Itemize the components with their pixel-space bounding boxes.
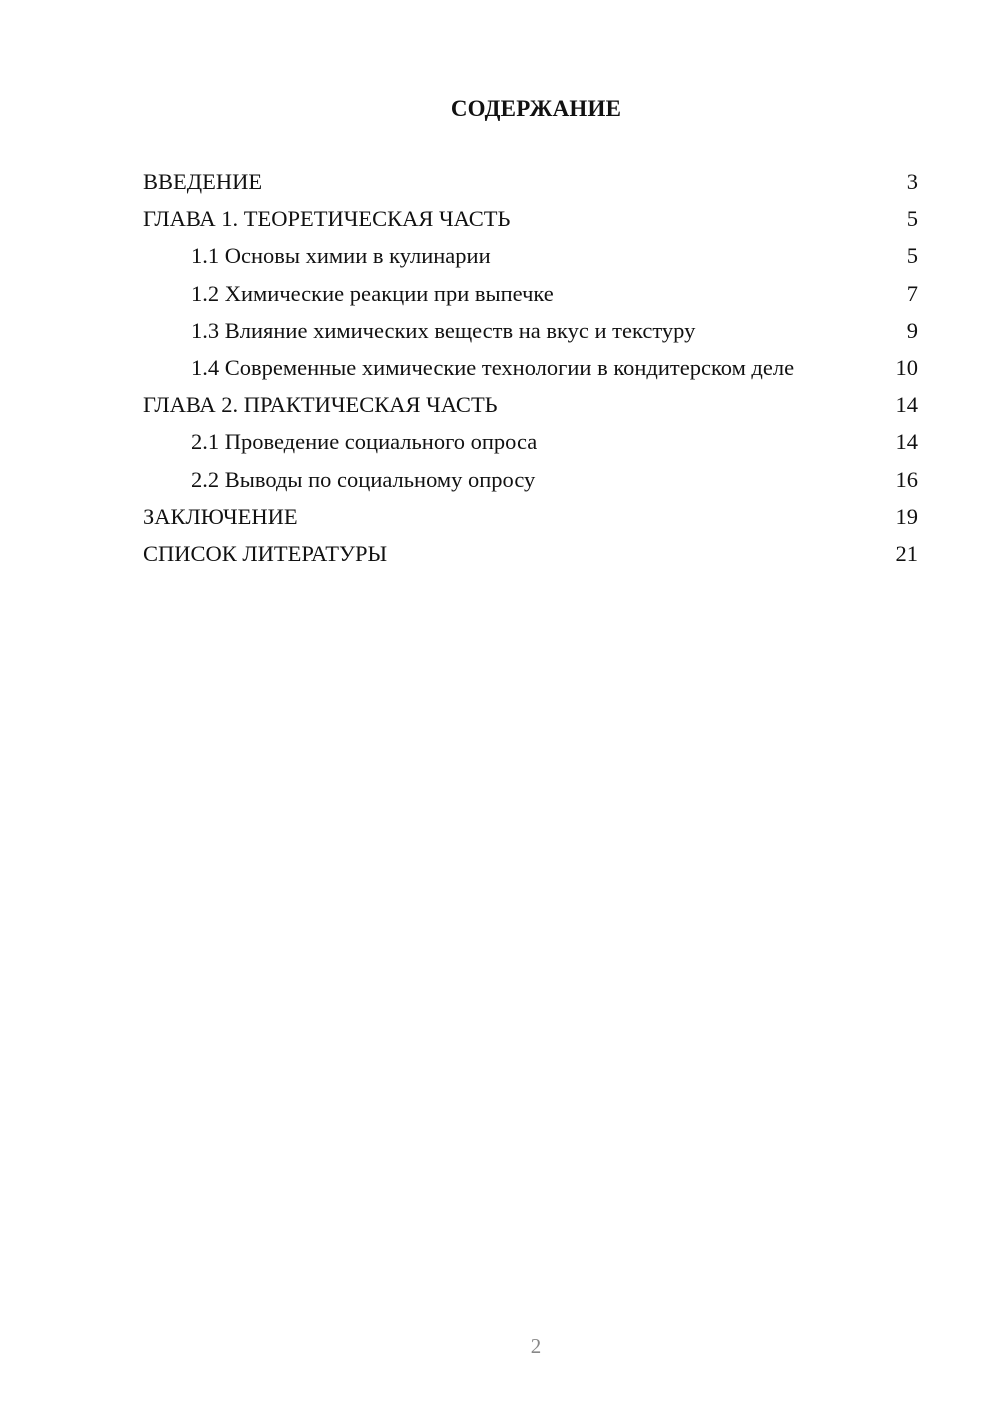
toc-entry-page: 5 bbox=[906, 206, 918, 232]
toc-entry-conclusion[interactable] bbox=[143, 503, 918, 531]
toc-entry-label: 2.2 Выводы по социальному опросу bbox=[191, 466, 536, 492]
toc-entry-page: 3 bbox=[906, 169, 918, 194]
toc-entry-page: 21 bbox=[895, 540, 918, 566]
toc-entry-section-1-2[interactable] bbox=[143, 280, 918, 308]
toc-entry-label: ГЛАВА 2. ПРАКТИЧЕСКАЯ ЧАСТЬ bbox=[143, 392, 498, 418]
toc-entry-label: 1.2 Химические реакции при выпечке bbox=[191, 280, 554, 306]
toc-entry-label: ВВЕДЕНИЕ bbox=[143, 169, 263, 194]
toc-entry-label: 2.1 Проведение социального опроса bbox=[191, 429, 538, 455]
toc-entry-bibliography[interactable] bbox=[143, 540, 918, 568]
toc-entry-chapter-2[interactable] bbox=[143, 391, 918, 419]
toc-entry-page: 7 bbox=[906, 280, 918, 306]
toc-entry-page: 14 bbox=[895, 392, 918, 418]
toc-entry-label: ГЛАВА 1. ТЕОРЕТИЧЕСКАЯ ЧАСТЬ bbox=[143, 206, 511, 232]
toc-entry-chapter-1[interactable] bbox=[143, 205, 918, 233]
toc-entry-section-2-1[interactable] bbox=[143, 428, 918, 456]
toc-entry-label: 1.1 Основы химии в кулинарии bbox=[191, 243, 491, 269]
toc-entry-page: 16 bbox=[895, 466, 918, 492]
toc-entry-label: ЗАКЛЮЧЕНИЕ bbox=[143, 503, 298, 529]
toc-entry-page: 10 bbox=[895, 354, 918, 380]
page-number: 2 bbox=[530, 1334, 542, 1358]
toc-entry-section-2-2[interactable] bbox=[143, 466, 918, 494]
toc-entry-page: 14 bbox=[895, 429, 918, 455]
table-of-contents bbox=[143, 168, 918, 577]
toc-entry-section-1-1[interactable] bbox=[143, 242, 918, 270]
toc-entry-page: 5 bbox=[906, 243, 918, 269]
toc-entry-label: 1.3 Влияние химических веществ на вкус и текстуру bbox=[191, 317, 696, 343]
toc-entry-introduction[interactable] bbox=[143, 168, 918, 196]
toc-entry-page: 9 bbox=[906, 317, 918, 343]
toc-entry-label: 1.4 Современные химические технологии в кондитерском деле bbox=[191, 354, 795, 380]
toc-entry-page: 19 bbox=[895, 503, 918, 529]
page-title: СОДЕРЖАНИЕ bbox=[450, 96, 622, 121]
toc-entry-section-1-4[interactable] bbox=[143, 354, 918, 382]
toc-entry-section-1-3[interactable] bbox=[143, 317, 918, 345]
toc-entry-label: СПИСОК ЛИТЕРАТУРЫ bbox=[143, 540, 388, 566]
